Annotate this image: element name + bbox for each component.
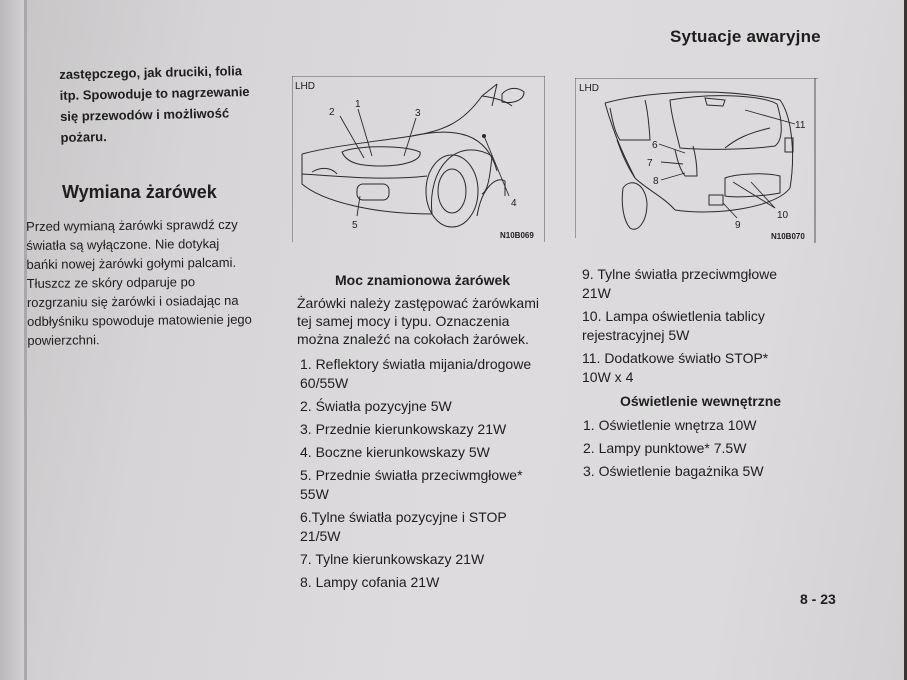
- callout-label: 11: [795, 120, 806, 131]
- bulb-list-continued: [582, 265, 777, 387]
- callout-label: 6: [652, 140, 658, 151]
- figure-tag: LHD: [579, 83, 600, 94]
- list-item-line: 8. Lampy cofania 21W: [300, 574, 440, 590]
- list-item: 3. Oświetlenie bagażnika 5W: [583, 463, 764, 479]
- list-item-line: 3. Przednie kierunkowskazy 21W: [300, 421, 507, 437]
- intro-line: można znaleźć na cokołach żarówek.: [297, 331, 529, 347]
- body-line: Tłuszcz ze skóry odparuje po: [26, 274, 196, 291]
- list-item: 1. Oświetlenie wnętrza 10W: [583, 417, 757, 433]
- figure-code: N10B069: [500, 231, 534, 240]
- body-line: rozgrzaniu się żarówki i osiadając na: [26, 292, 239, 310]
- list-item: [582, 265, 777, 303]
- list-item: [300, 550, 531, 569]
- page-spine: [0, 0, 26, 680]
- list-item-line: 10W x 4: [582, 369, 634, 385]
- front-car-diagram: [292, 76, 545, 242]
- interior-list: [583, 416, 764, 481]
- list-item-line: 55W: [300, 486, 329, 502]
- list-item-line: 60/55W: [300, 375, 349, 391]
- bulb-list: [300, 355, 531, 592]
- list-item: [300, 508, 531, 546]
- intro-line: tej samej mocy i typu. Oznaczenia: [297, 313, 510, 329]
- list-item-line: 21/5W: [300, 528, 341, 544]
- callout-label: 2: [329, 107, 335, 118]
- list-item: [300, 397, 531, 416]
- list-item-line: 2. Światła pozycyjne 5W: [300, 398, 452, 414]
- callout-label: 3: [415, 108, 421, 119]
- rear-car-diagram: [575, 78, 818, 243]
- list-item-line: 11. Dodatkowe światło STOP*: [582, 350, 769, 366]
- warning-line: itp. Spowoduje to nagrzewanie: [59, 84, 250, 103]
- list-item-line: 7. Tylne kierunkowskazy 21W: [300, 551, 485, 567]
- list-item-line: 5. Przednie światła przeciwmgłowe*: [300, 467, 523, 483]
- list-item-line: 6.Tylne światła pozycyjne i STOP: [300, 509, 507, 525]
- warning-line: pożaru.: [60, 129, 107, 145]
- list-item: [300, 573, 531, 592]
- list-item: [300, 420, 531, 439]
- interior-lights-title: Oświetlenie wewnętrzne: [620, 393, 782, 409]
- body-line: odbłyśniku spowoduje matowienie jego: [27, 311, 252, 329]
- section-title: Wymiana żarówek: [62, 182, 217, 202]
- list-item: [300, 443, 531, 462]
- callout-label: 9: [735, 220, 741, 231]
- callout-label: 10: [777, 210, 789, 221]
- callout-label: 5: [352, 220, 358, 231]
- figure-tag: LHD: [295, 81, 316, 92]
- list-item: [582, 307, 777, 345]
- list-item: [582, 349, 777, 387]
- list-item: 2. Lampy punktowe* 7.5W: [583, 440, 747, 456]
- list-item: [300, 466, 531, 504]
- callout-label: 7: [647, 158, 653, 169]
- body-line: światła są wyłączone. Nie dotykaj: [26, 235, 220, 253]
- list-item-line: 10. Lampa oświetlenia tablicy: [582, 308, 765, 324]
- list-item-line: 9. Tylne światła przeciwmgłowe: [582, 266, 778, 282]
- bulb-ratings-intro: [297, 294, 539, 348]
- list-item-line: 1. Reflektory światła mijania/drogowe: [300, 356, 532, 372]
- body-line: bańki nowej żarówki gołymi palcami.: [26, 254, 237, 272]
- callout-label: 4: [511, 198, 517, 209]
- callout-label: 8: [653, 176, 659, 187]
- list-item: [300, 355, 531, 393]
- section-body: [26, 215, 252, 350]
- intro-line: Żarówki należy zastępować żarówkami: [297, 295, 539, 311]
- body-line: Przed wymianą żarówki sprawdź czy: [26, 216, 238, 234]
- figure-code: N10B070: [771, 232, 805, 241]
- warning-line: się przewodów i możliwość: [59, 105, 230, 124]
- callout-label: 1: [355, 99, 361, 110]
- header-title: Sytuacje awaryjne: [670, 27, 821, 46]
- body-line: powierzchni.: [27, 332, 100, 348]
- list-item-line: 4. Boczne kierunkowskazy 5W: [300, 444, 490, 460]
- list-item-line: 21W: [582, 285, 611, 301]
- page-number: 8 - 23: [800, 591, 836, 607]
- list-item-line: rejestracyjnej 5W: [582, 327, 690, 343]
- bulb-ratings-title: Moc znamionowa żarówek: [335, 272, 511, 288]
- warning-line: zastępczego, jak druciki, folia: [59, 63, 243, 82]
- warning-text: [59, 60, 251, 148]
